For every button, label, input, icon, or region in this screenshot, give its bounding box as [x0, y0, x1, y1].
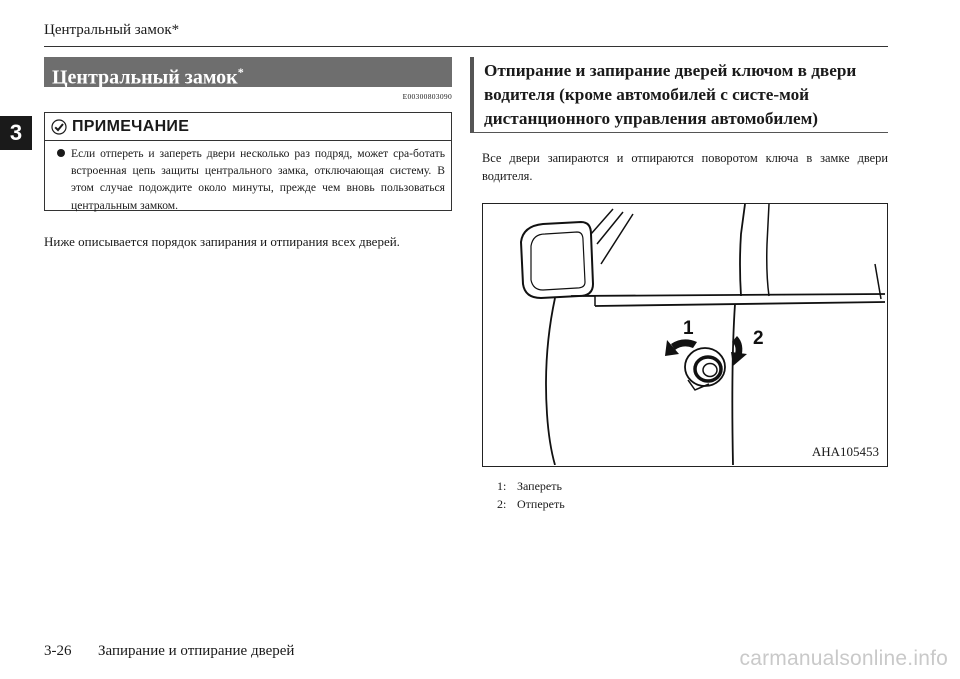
- figure-code: AHA105453: [811, 444, 879, 459]
- note-text: Если отпереть и запереть двери несколько раз подряд, может сра-ботать встроенная цепь защиты центрального замка, отключающая систему. В этом случае подождите около минуты, прежде чем вновь пользоваться центральным замком.: [71, 147, 445, 212]
- note-header: [51, 118, 189, 136]
- legend-number: 1:: [497, 479, 507, 493]
- legend-label: Отпереть: [517, 497, 565, 511]
- body-paragraph: Все двери запираются и отпираются поворотом ключа в замке двери водителя.: [482, 151, 888, 183]
- watermark: carmanualsonline.info: [739, 647, 948, 670]
- bullet-icon: [57, 149, 65, 157]
- figure-callout-2: 2: [753, 328, 764, 349]
- door-lock-illustration: [483, 204, 886, 465]
- intro-paragraph: Ниже описывается порядок запирания и отпирания всех дверей.: [44, 234, 400, 249]
- doc-code: E00300803090: [402, 92, 452, 101]
- note-box: [44, 112, 452, 211]
- check-icon: [51, 119, 67, 135]
- page-number: 3-26: [44, 643, 72, 659]
- legend-label: Запереть: [517, 479, 562, 493]
- section-title: Центральный замок: [52, 66, 238, 89]
- figure-callout-1: 1: [683, 318, 694, 339]
- section-title-mark: *: [237, 65, 244, 79]
- section-title-bar: [44, 57, 452, 87]
- figure-legend: [497, 477, 565, 513]
- legend-item: [497, 477, 565, 495]
- legend-number: 2:: [497, 497, 507, 511]
- note-title: ПРИМЕЧАНИЕ: [72, 118, 190, 135]
- legend-item: [497, 495, 565, 513]
- chapter-tab: 3: [0, 116, 32, 150]
- note-divider: [45, 140, 451, 141]
- running-head: Центральный замок*: [44, 22, 180, 38]
- subsection-title: Отпирание и запирание дверей ключом в двери водителя (кроме автомобилей с систе-мой дистанционного управления автомобилем): [470, 57, 888, 133]
- door-lock-figure: [482, 203, 888, 467]
- footer-chapter-title: Запирание и отпирание дверей: [98, 643, 295, 659]
- header-rule: [44, 46, 888, 47]
